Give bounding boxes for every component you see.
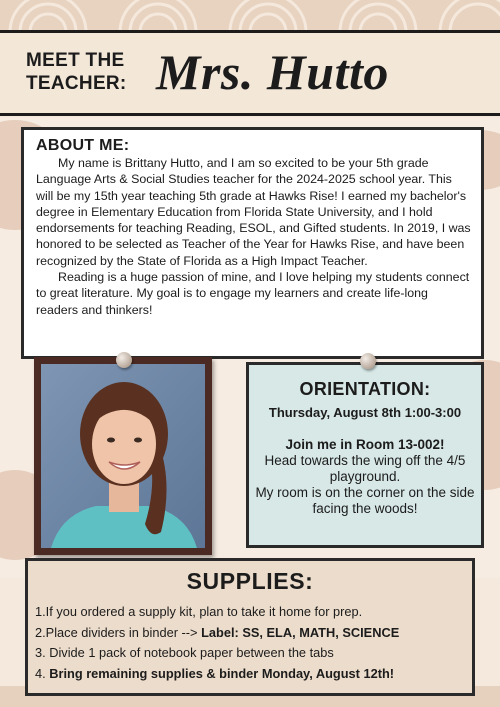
pushpin-icon bbox=[360, 353, 376, 369]
page-header bbox=[0, 30, 500, 116]
orientation-title: ORIENTATION: bbox=[299, 379, 431, 399]
pushpin-icon bbox=[116, 352, 132, 368]
supplies-item-2-text: 2.Place dividers in binder --> bbox=[35, 624, 202, 640]
supplies-item-2-bold: Label: SS, ELA, MATH, SCIENCE bbox=[201, 624, 400, 640]
decorative-rainbow-band bbox=[0, 0, 500, 32]
supplies-item-1 bbox=[35, 602, 472, 623]
rainbow-pattern bbox=[0, 0, 500, 32]
supplies-item-4 bbox=[35, 664, 472, 685]
meet-line-2: TEACHER: bbox=[26, 73, 127, 94]
supplies-list bbox=[35, 602, 472, 684]
orientation-card bbox=[246, 362, 484, 548]
supplies-card bbox=[25, 558, 475, 696]
orientation-date: Thursday, August 8th 1:00-3:00 bbox=[268, 405, 462, 420]
about-me-card bbox=[21, 127, 484, 359]
about-me-paragraph-2: Reading is a huge passion of mine, and I love helping my students connect to great literature. My goal is to engage my learners and create life-long readers and thinkers! bbox=[36, 270, 470, 317]
meet-line-1: MEET THE bbox=[26, 50, 125, 71]
supplies-item-2 bbox=[35, 623, 472, 644]
teacher-name: Mrs. Hutto bbox=[156, 44, 389, 100]
supplies-item-3 bbox=[35, 643, 472, 664]
orientation-directions-2: My room is on the corner on the side facing the woods! bbox=[255, 485, 475, 516]
supplies-item-1-text: 1.If you ordered a supply kit, plan to take it home for prep. bbox=[35, 604, 363, 619]
supplies-title: SUPPLIES: bbox=[186, 568, 314, 594]
teacher-portrait-image bbox=[41, 364, 205, 548]
teacher-photo-frame bbox=[34, 357, 212, 555]
orientation-room: Join me in Room 13-002! bbox=[285, 437, 445, 452]
about-me-paragraph-1: My name is Brittany Hutto, and I am so excited to be your 5th grade Language Arts & Social Studies teacher for the 2024-2025 school year. This will be my 15th year teaching 5th grade at Hawks Rise! I earned my bachelor's degree in Elementary Education from Florida State University, and I hold endorsements for teaching Reading, ESOL, and Gifted students. In 2019, I was honored to be selected as Teacher of the Year for Hawks Rise, and have been recognized by the State of Florida as a High Impact Teacher. bbox=[36, 156, 471, 268]
meet-the-teacher-label bbox=[26, 49, 146, 95]
supplies-item-4-text: 4. bbox=[35, 665, 50, 681]
orientation-directions-1: Head towards the wing off the 4/5 playground. bbox=[264, 453, 466, 484]
supplies-item-4-bold: Bring remaining supplies & binder Monday, August 12th! bbox=[49, 665, 395, 681]
teacher-photo bbox=[41, 364, 205, 548]
supplies-item-3-text: 3. Divide 1 pack of notebook paper between the tabs bbox=[35, 645, 334, 660]
about-me-title: ABOUT ME: bbox=[36, 137, 130, 154]
